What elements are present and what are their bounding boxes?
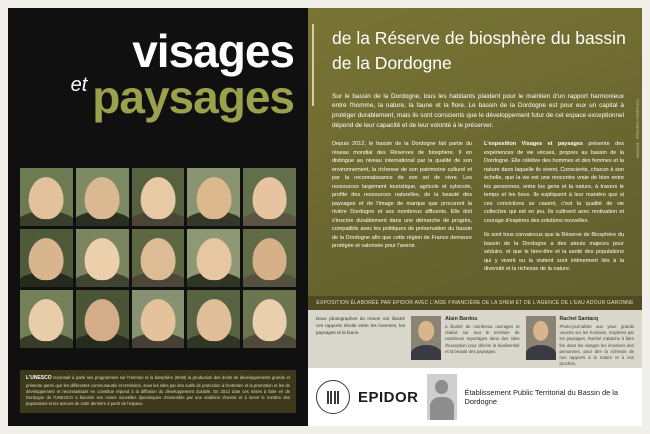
portrait-photo <box>76 168 129 226</box>
photographer-desc: Photo-journaliste aux yeux grands ouverts sur les humains, inspirées par les paysages, Rachel s'attache à faire lire dans les visages les émotions des personnes, pour dire la richesse de nos rapports à la nature et à nos proches. <box>559 324 634 367</box>
body-columns <box>324 140 626 280</box>
photographer-portrait <box>411 316 441 360</box>
portrait-photo <box>243 168 296 226</box>
left-photo-panel <box>8 8 308 426</box>
title-second-row <box>8 70 294 123</box>
portrait-photo <box>187 168 240 226</box>
columns-icon <box>327 391 340 404</box>
photographer-card <box>526 316 634 367</box>
photographer-name: Rachel Santacq <box>559 316 599 322</box>
column-right-p1-text: présente des expériences de vie vécues, propres au bassin de la Dordogne. Elle célèbre des hommes et des femmes et la nature dans laquelle ils vivent. Conscients, chacun à son échelle, que la vie est une rencontre vraie de bien entre les personnes, entre les gens et la nature, à travers le temps et les lieux. Ils expliquent à leur manière que si ces convictions se casent, c'est la qualité de vie collective qui est en jeu. Ils cultivent avec motivation et courage d'espères des solutions nouvelles. <box>484 141 624 224</box>
body-column-left <box>332 140 472 280</box>
column-right-p1 <box>484 140 624 225</box>
body-column-right <box>484 140 624 280</box>
portrait-mosaic <box>20 168 296 348</box>
portrait-photo <box>76 229 129 287</box>
portrait-photo <box>20 168 73 226</box>
photographer-portrait <box>526 316 556 360</box>
column-left-text: Depuis 2012, le bassin de la Dordogne fait partie du réseau mondial des Réserves de biosphère. Il en distingue au niveau international par la qualité de son environnement, la richesse de son patrimoine culturel et par la reconnaissance de son art de vivre. Les ressources largement touristique, agricole et sylvicole, profite des ressources naturelles, de la beauté des paysages et de l'image de marque que procurent la rivière Dordogne et ses nombreux affluents. Elle doit s'inscrire durablement dans une démarche de progrès, compatible avec les politiques de préservation du bassin de la Dordogne afin que cette région de France demeure protégée et valorisée pour l'avenir. <box>332 141 472 250</box>
unesco-text: reconnaît à partir ses programmes sur l'Homme et la biosphère (MAB) la production des droits de développements grande et présente parmi que les différentes communautés et territoires, sous les sites par des outils de protection à l'entretien et la promotion et les de développement et reconnaissant en constitue répond à la diffusion du développement durable. En 2012 date ces mises à faire en de Dordogne de l'UNESCO a favorisé ses reines nouvelles dynamiques d'ensemble par une ambition d'avenir et à servir le nombre des populations et les acteurs de cette dernière à partir de l'espace. <box>26 375 290 407</box>
side-credit: Conception Graphique : EPIDOR <box>636 99 641 158</box>
poster-inner <box>8 8 642 426</box>
column-right-p2: Ils sont tous convaincus que la Réserve de Biosphère du bassin de la Dordogne a des atouts majeurs pour séduire, et que le bien-être et la santé des populations qui y vivent ou la visitent sont intimement liés à la diversité et la richesse de la nature. <box>484 232 624 273</box>
portrait-photo <box>76 290 129 348</box>
photographer-info <box>445 316 519 362</box>
unesco-tag: L'UNESCO <box>26 375 52 381</box>
title-paysages: paysages <box>92 70 294 123</box>
photographer-info <box>559 316 634 367</box>
photographers-intro: Deux photographes de renom ont illustré ces rapports étroits entre les hommes, les paysages et la faune. <box>316 316 406 335</box>
photographer-card <box>411 316 519 362</box>
photographer-name: Alain Bardou <box>445 316 478 322</box>
biosphere-figure-icon <box>427 374 457 420</box>
unesco-footnote <box>20 370 296 413</box>
title-visages: visages <box>132 25 294 77</box>
logos-bar <box>308 368 642 426</box>
portrait-photo <box>132 290 185 348</box>
exposition-lead: L'exposition Visages et paysages <box>484 141 583 148</box>
portrait-photo <box>132 168 185 226</box>
epidor-logo: EPIDOR <box>358 388 419 406</box>
portrait-photo <box>187 290 240 348</box>
portrait-photo <box>20 229 73 287</box>
poster-intro: Sur le bassin de la Dordogne, tous les habitants plaident pour le maintien d'un rapport harmonieux entre l'homme, la nature, la faune et la flore. Le bassin de la Dordogne est pour eux un capital à protéger durablement, mais ils sont conscients que le développement futur de cet espace exceptionnel dépend de leur capacité et de leur volonté à le préserver. <box>332 92 624 129</box>
portrait-photo <box>20 290 73 348</box>
portrait-photo <box>243 229 296 287</box>
portrait-photo <box>243 290 296 348</box>
poster-headline: de la Réserve de biosphère du bassin de la Dordogne <box>332 28 626 73</box>
ept-seal-icon <box>316 380 350 414</box>
photographer-desc: a illustré de nombreux ouvrages et réalisé sur tout le territoire de nombreux reportages dans des sites d'exception pour décrire la biodiversité et la beauté des paysages. <box>445 324 520 354</box>
photographers-strip <box>308 310 642 368</box>
sponsor-credit-bar: EXPOSITION ÉLABORÉE PAR EPIDOR AVEC L'AIDE FINANCIÈRE DE LA SHEM ET DE L'AGENCE DE L'EAU ADOUR GARONNE <box>308 296 642 310</box>
title-et: et <box>70 73 88 96</box>
poster-title <box>8 25 308 123</box>
portrait-photo <box>187 229 240 287</box>
vertical-rule <box>312 24 314 106</box>
ept-label: Établissement Public Territorial du Bassin de la Dordogne <box>464 387 619 406</box>
portrait-photo <box>132 229 185 287</box>
